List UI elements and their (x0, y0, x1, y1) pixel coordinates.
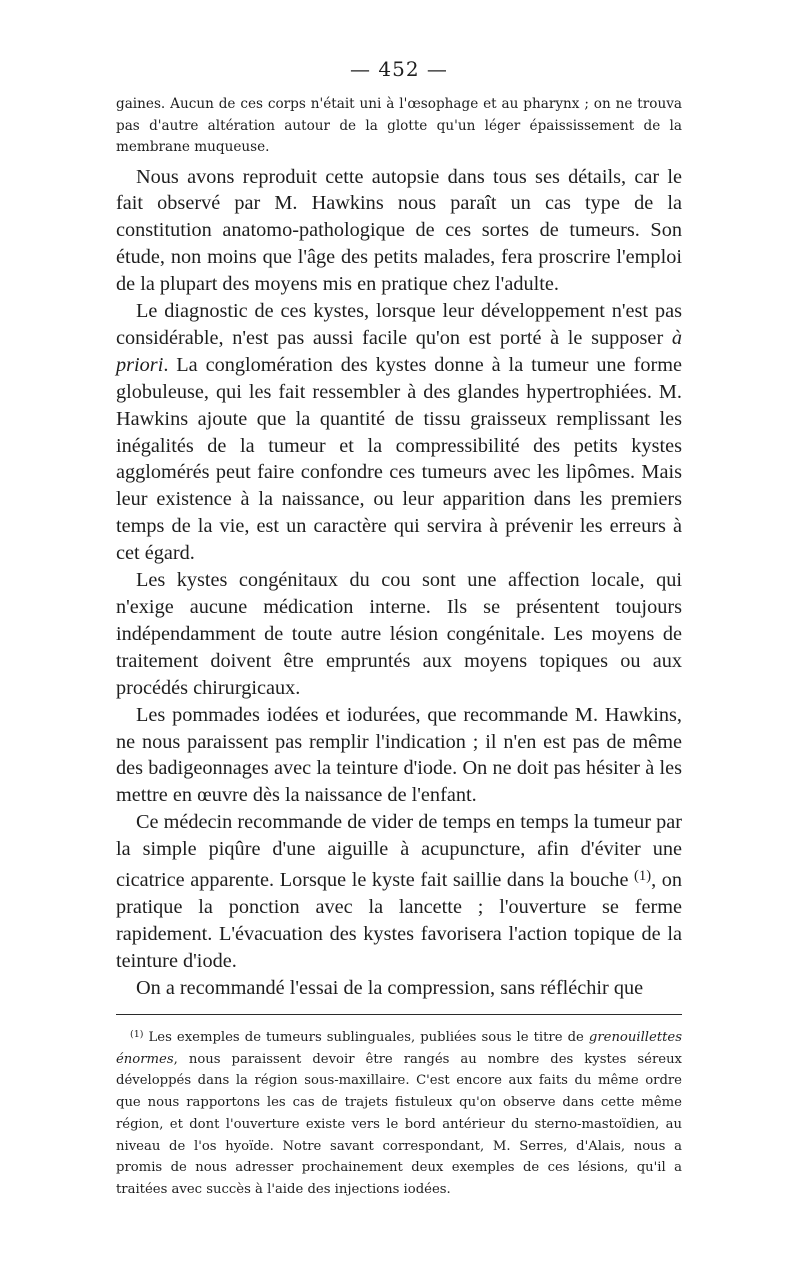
footnote (116, 1024, 682, 1201)
paragraph-diagnostic (116, 298, 682, 567)
physician-text-before: Ce médecin recommande de vider de temps en temps la tumeur par la simple piqûre d'une aiguille à acupuncture, afin d'éviter une cicatrice apparente. Lorsque le kyste fait saillie dans la bouche (116, 811, 682, 892)
diagnostic-text-after: . La conglomération des kystes donne à la tumeur une forme globuleuse, qui les fait ressembler à des glandes hypertrophiées. M. Hawkins ajoute que la quantité de tissu graisseux remplissant les inégalités de la tumeur et la compressibilité des petits kystes agglomérés peut faire confondre ces tumeurs avec les lipômes. Mais leur existence à la naissance, ou leur apparition dans les premiers temps de la vie, est un caractère qui servira à prévenir les erreurs à cet égard. (116, 353, 682, 565)
footnote-marker: (1) (130, 1028, 144, 1040)
paragraph-physician (116, 809, 682, 975)
footnote-divider (116, 1014, 682, 1015)
lead-text: gaines. Aucun de ces corps n'était uni à l'œsophage et au pharynx ; on ne trouva pas d'autre altération autour de la glotte qu'un léger épaississement de la membrane muqueuse. (116, 96, 682, 155)
page-number: — 452 — (350, 57, 448, 81)
paragraph-autopsy: Nous avons reproduit cette autopsie dans tous ses détails, car le fait observé par M. Hawkins nous paraît un cas type de la constitution anatomo-pathologique de ces sortes de tumeurs. Son étude, non moins que l'âge des petits malades, fera proscrire l'emploi de la plupart des moyens mis en pratique chez l'adulte. (116, 165, 682, 296)
physician-text-after: , on pratique la ponction avec la lancette ; l'ouverture se ferme rapidement. L'évacuation des kystes favorisera l'action topique de la teinture d'iode. (116, 869, 683, 972)
paragraph-compression: On a recommandé l'essai de la compression, sans réfléchir que (136, 976, 644, 999)
footnote-text-before: Les exemples de tumeurs sublinguales, publiées sous le titre de (143, 1029, 589, 1045)
diagnostic-text-before: Le diagnostic de ces kystes, lorsque leur développement n'est pas considérable, n'est pas aussi facile qu'on est porté à le supposer (116, 300, 682, 349)
paragraph-pommades: Les pommades iodées et iodurées, que recommande M. Hawkins, ne nous paraissent pas remplir l'indication ; il n'en est pas de même des badigeonnages avec la teinture d'iode. On ne doit pas hésiter à les mettre en œuvre dès la naissance de l'enfant. (116, 703, 682, 807)
diagnostic-italic: à priori (116, 326, 682, 376)
footnote-reference: (1) (634, 868, 652, 885)
footnote-text-after: , nous paraissent devoir être rangés au nombre des kystes séreux développés dans la région sous-maxillaire. C'est encore aux faits du même ordre que nous rapportons les cas de trajets fistuleux qu'on observe dans cette même région, et dont l'ouverture existe vers le bord antérieur du sterno-mastoïdien, au niveau de l'os hyoïde. Notre savant correspondant, M. Serres, d'Alais, nous a promis de nous adresser prochainement deux exemples de ces lésions, qu'il a traitées avec succès à l'aide des injections iodées. (116, 1051, 682, 1198)
page (116, 58, 682, 1201)
paragraph-congenital-cysts: Les kystes congénitaux du cou sont une affection locale, qui n'exige aucune médication interne. Ils se présentent toujours indépendamment de toute autre lésion congénitale. Les moyens de traitement doivent être empruntés aux moyens topiques ou aux procédés chirurgicaux. (116, 569, 682, 699)
footnote-italic: grenouillettes énormes (116, 1029, 682, 1067)
